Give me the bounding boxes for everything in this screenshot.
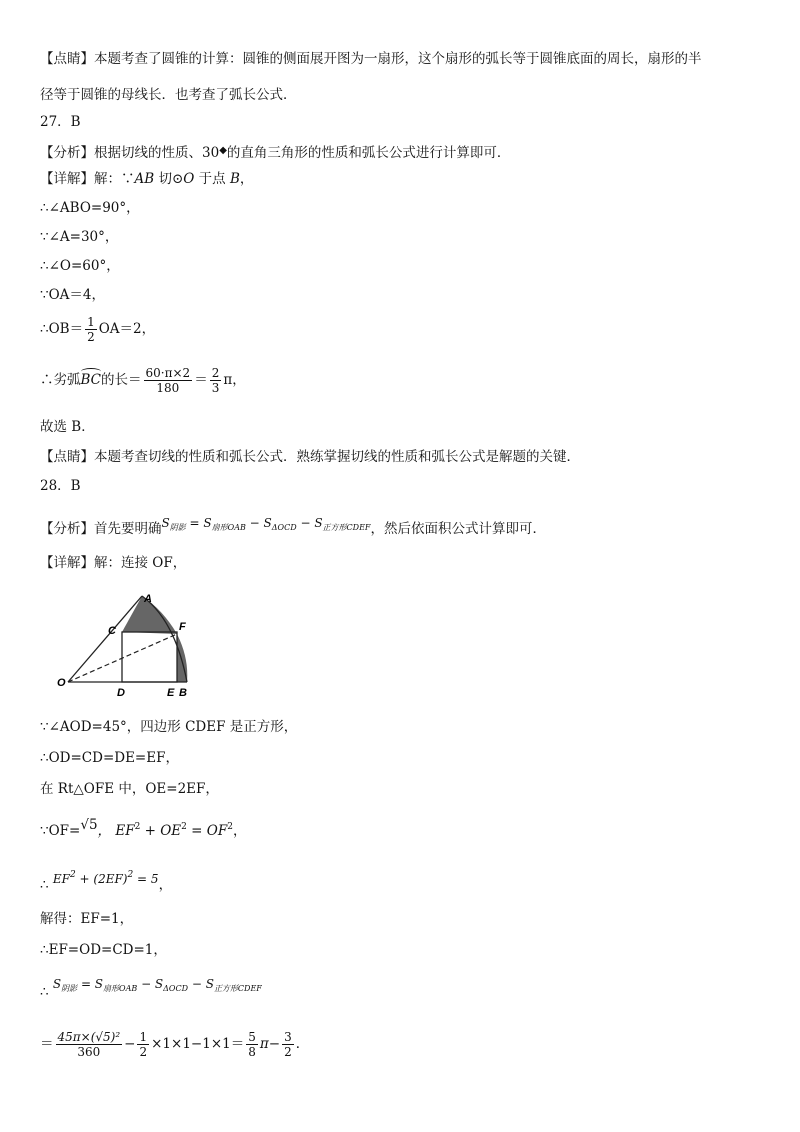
q28-line-3: 在 Rt△OFE 中，OE=2EF，	[40, 781, 219, 797]
q28-line-5: ∴ $EF^2 + (2EF)^2 = 5$，	[40, 870, 173, 893]
q27-step-1: ∴∠ABO=90°，	[40, 200, 140, 216]
label-c: C	[108, 625, 116, 637]
q27-answer: 27．B	[40, 114, 81, 130]
fraction: $\frac{\text{45π×(√5)²}}{360}$	[57, 1030, 121, 1059]
label-d: D	[117, 687, 125, 699]
area-formula: $S_{阴影} = S_{扇形OAB} - S_{\Delta OCD} - S_{正方形CDEF}$	[161, 516, 371, 532]
segment-oa	[68, 596, 142, 682]
prev-comment-line2: 径等于圆锥的母线长．也考查了弧长公式．	[40, 87, 297, 103]
q28-line-7: ∴EF=OD=CD=1，	[40, 942, 167, 958]
prev-comment-line1: 【点睛】本题考查了圆锥的计算：圆锥的侧面展开图为一扇形，这个扇形的弧长等于圆锥底面的周长，扇形的半	[40, 51, 702, 67]
q28-answer: 28．B	[40, 478, 81, 494]
q27-step-4: ∵OA＝4，	[40, 287, 105, 303]
q28-line-4: ∵OF=√5， $EF^2 + OE^2 = OF^2$，	[40, 817, 247, 839]
fraction: $\frac{5}{8}$	[248, 1030, 256, 1059]
q28-analysis: 【分析】首先要明确$S_{阴影} = S_{扇形OAB} - S_{\Delta OCD} - S_{正方形CDEF}$，然后依面积公式计算即可．	[40, 516, 546, 537]
fraction: $\frac{2}{3}$	[211, 366, 220, 395]
unknown-glyph-icon: ◆	[219, 145, 227, 156]
q28-detail: 【详解】解：连接 OF，	[40, 555, 187, 571]
fraction: $\frac{1}{2}$	[139, 1030, 148, 1059]
fraction: $\frac{1}{2}$	[87, 315, 95, 344]
q28-line-1: ∵∠AOD=45°，四边形 CDEF 是正方形，	[40, 719, 298, 735]
q27-analysis: 【分析】根据切线的性质、30◆的直角三角形的性质和弧长公式进行计算即可．	[40, 145, 511, 161]
q27-step-2: ∵∠A=30°，	[40, 229, 119, 245]
q27-comment: 【点睛】本题考查切线的性质和弧长公式．熟练掌握切线的性质和弧长公式是解题的关键．	[40, 449, 580, 465]
q27-choice: 故选 B．	[40, 419, 95, 435]
q28-line-6: 解得：EF=1，	[40, 911, 134, 927]
label-o: O	[57, 677, 66, 689]
q27-step-5: ∴OB＝ $\frac{1}{2}$ OA＝2，	[40, 315, 156, 344]
arc-bc: BC	[80, 372, 102, 388]
q28-line-8: ∴ $S_{阴影} = S_{扇形OAB} - S_{\Delta OCD} - S_{正方形CDEF}$	[40, 977, 262, 1000]
fraction: $\frac{3}{2}$	[284, 1030, 292, 1059]
q27-step-3: ∴∠O=60°，	[40, 258, 120, 274]
square-cdef	[122, 632, 177, 682]
geometry-figure	[55, 590, 205, 700]
q27-step-6: ∴劣弧BC的长＝ $\frac{60\cdot\pi\times 2}{180}$ ＝ $\frac{2}{3}$ π，	[40, 366, 246, 395]
label-f: F	[179, 621, 186, 633]
q28-line-9: ＝ $\frac{\text{45π×(√5)²}}{360}$ − $\frac{1}{2}$ ×1×1−1×1＝ $\frac{5}{8}$ π− $\frac{3}{2}$ ．	[40, 1030, 310, 1059]
label-e: E	[167, 687, 175, 699]
q28-line-2: ∴OD=CD=DE=EF，	[40, 750, 179, 766]
q27-detail: 【详解】解：∵AB 切⊙O 于点 B，	[40, 171, 254, 187]
fraction: $\frac{60\cdot\pi\times 2}{180}$	[145, 366, 191, 395]
label-b: B	[179, 687, 187, 699]
label-a: A	[144, 593, 152, 605]
